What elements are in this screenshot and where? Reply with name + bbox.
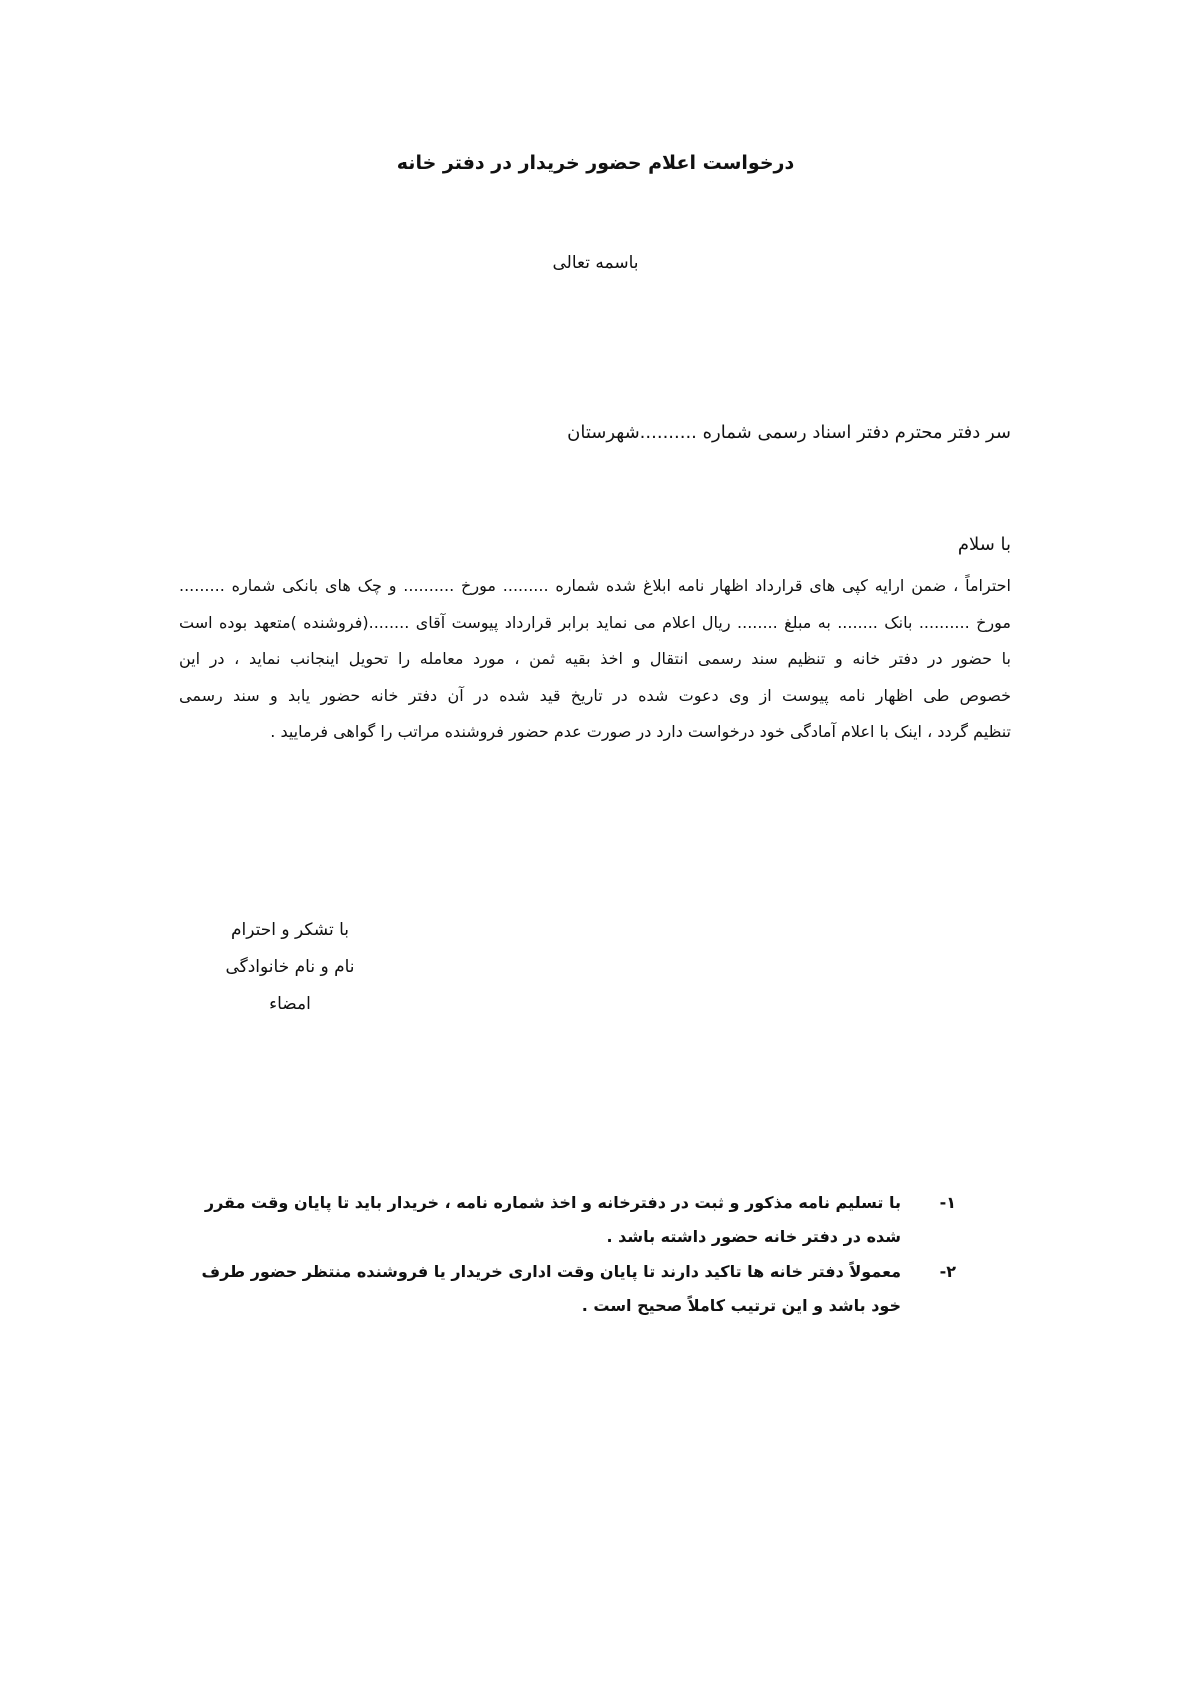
closing-block [200,912,380,1023]
note-number: ۲- [939,1262,956,1281]
list-item [196,1255,956,1323]
greeting: با سلام [957,534,1011,555]
closing-name-label: نام و نام خانوادگی [225,957,355,977]
note-text: معمولاً دفتر خانه ها تاکید دارند تا پایان وقت اداری خریدار یا فروشنده منتظر حضور طرف خود باشد و این ترتیب کاملاً صحیح است . [201,1262,901,1315]
closing-regards: با تشکر و احترام [231,920,349,940]
bismillah-heading: باسمه تعالی [552,253,639,273]
body-line: تنظیم گردد ، اینک با اعلام آمادگی خود درخواست دارد در صورت عدم حضور فروشنده مراتب را گواهی فرمایید . [270,722,1011,742]
body-line: مورخ .......... بانک ........ به مبلغ ........ ریال اعلام می نماید برابر قرارداد پیوست آقای ........(فروشنده )متعهد بوده است [179,612,1011,632]
addressee-line: سر دفتر محترم دفتر اسناد رسمی شماره ..........شهرستان [567,422,1011,443]
body-line: با حضور در دفتر خانه و تنظیم سند رسمی انتقال و اخذ بقیه ثمن ، مورد معامله را تحویل اینجانب نماید ، در این [179,649,1011,669]
body-line: خصوص طی اظهار نامه پیوست از وی دعوت شده در تاریخ قید شده در آن دفتر خانه حضور یابد و سند رسمی [179,685,1011,705]
note-number: ۱- [939,1193,956,1212]
notes-list [196,1186,956,1324]
note-text: با تسلیم نامه مذکور و ثبت در دفترخانه و اخذ شماره نامه ، خریدار باید تا پایان وقت مقرر شده در دفتر خانه حضور داشته باشد . [204,1193,901,1246]
list-item [196,1186,956,1254]
closing-signature-label: امضاء [269,994,311,1014]
document-title: درخواست اعلام حضور خریدار در دفتر خانه [396,152,795,174]
body-line: احتراماً ، ضمن ارایه کپی های قرارداد اظهار نامه ابلاغ شده شماره ......... مورخ .......... و چک های بانکی شماره ......... [179,576,1011,595]
letter-body [179,568,1011,751]
